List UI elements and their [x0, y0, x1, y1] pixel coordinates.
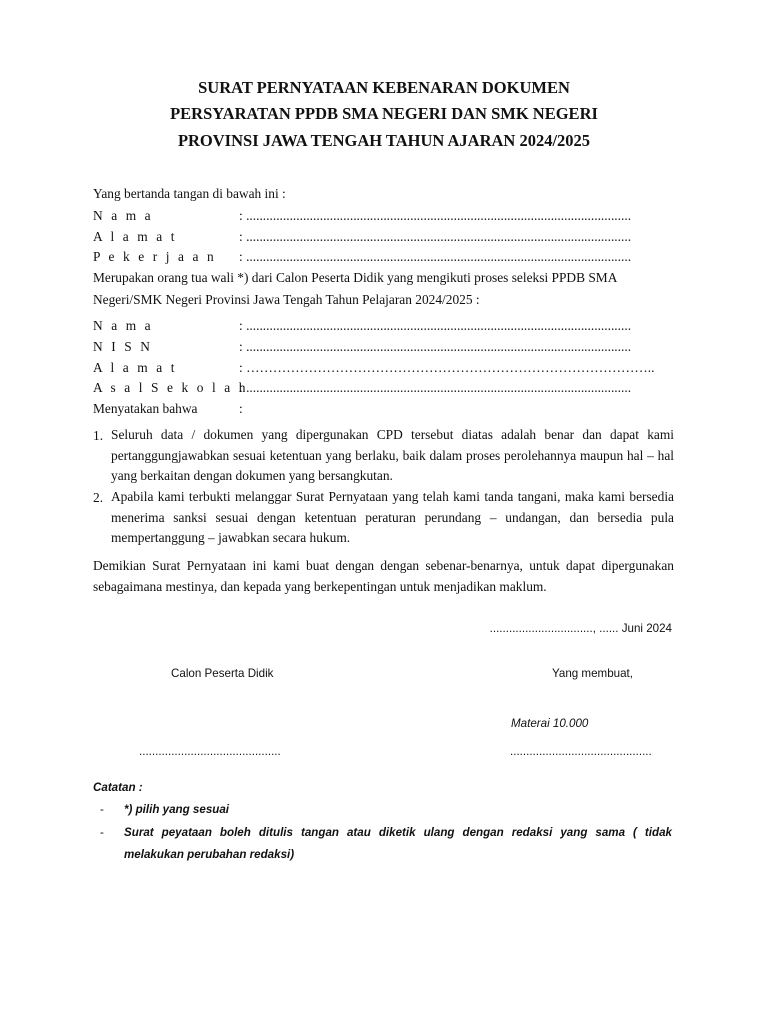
parent-name-label: N a m a: [93, 208, 154, 223]
note-2-text: Surat peyataan boleh ditulis tangan atau diketik ulang dengan redaksi yang sama ( tidak: [124, 826, 672, 839]
parent-name-value: : ...................................................................................................................: [239, 208, 632, 223]
intro-text: Yang bertanda tangan di bawah ini :: [93, 186, 286, 201]
title-line-3: PROVINSI JAWA TENGAH TAHUN AJARAN 2024/2025: [177, 131, 591, 150]
student-name-label: N a m a: [93, 318, 154, 333]
statement-1-text: Seluruh data / dokumen yang dipergunakan CPD tersebut diatas adalah benar dan dapat kami pertanggungjawabkan sesuai ketentuan yang berlaku, baik dalam proses perolehannya maupun hal – hal yang berkaitan dengan dokumen yang bersangkutan.: [111, 427, 674, 483]
student-address-value: : ………………………………………………………………………………..: [239, 360, 655, 375]
note-2-bullet: -: [100, 826, 104, 839]
note-1-text: *) pilih yang sesuai: [124, 803, 230, 816]
parent-job-label: P e k e r j a a n: [93, 249, 217, 264]
parent-address-label: A l a m a t: [93, 229, 178, 244]
parent-address-value: : ...................................................................................................................: [239, 229, 632, 244]
statement-2-text: Apabila kami terbukti melanggar Surat Pernyataan yang telah kami tanda tangani, maka kami bersedia menerima sanksi sesuai dengan ketentuan peraturan perundang – undangan, dan bersedia pula mempertanggung – jawabkan secara hukum.: [111, 489, 674, 545]
declare-label: Menyatakan bahwa: [93, 401, 198, 416]
right-signer-label: Yang membuat,: [552, 667, 633, 680]
left-signature-line: ............................................: [139, 745, 281, 758]
title-line-1: SURAT PERNYATAAN KEBENARAN DOKUMEN: [198, 78, 570, 97]
date-line: ................................, ...... Juni 2024: [489, 622, 672, 635]
student-name-value: : ...................................................................................................................: [239, 318, 632, 333]
relation-text-line-1: Merupakan orang tua wali *) dari Calon Peserta Didik yang mengikuti proses seleksi PPDB SMA: [93, 270, 618, 285]
statement-1-number: 1.: [93, 428, 104, 443]
student-address-label: A l a m a t: [93, 360, 178, 375]
notes-heading: Catatan :: [93, 781, 143, 794]
right-signature-line: ............................................: [510, 745, 652, 758]
statement-2-number: 2.: [93, 490, 104, 505]
student-school-value: : ...................................................................................................................: [239, 380, 632, 395]
closing-paragraph: Demikian Surat Pernyataan ini kami buat dengan dengan sebenar-benarnya, untuk dapat dipergunakan sebagaimana mestinya, dan kepada yang berkepentingan untuk menjadikan maklum.: [93, 558, 674, 594]
student-nisn-value: : ...................................................................................................................: [239, 339, 632, 354]
title-line-2: PERSYARATAN PPDB SMA NEGERI DAN SMK NEGERI: [170, 104, 598, 123]
declare-value: :: [239, 401, 243, 416]
student-nisn-label: N I S N: [93, 339, 153, 354]
parent-job-value: : ...................................................................................................................: [239, 249, 632, 264]
left-signer-label: Calon Peserta Didik: [171, 667, 274, 680]
materai-text: Materai 10.000: [511, 717, 589, 730]
relation-text-line-2: Negeri/SMK Negeri Provinsi Jawa Tengah Tahun Pelajaran 2024/2025 :: [93, 292, 480, 307]
note-2-text-continued: melakukan perubahan redaksi): [124, 848, 295, 861]
note-1-bullet: -: [100, 803, 104, 816]
student-school-label: A s a l S e k o l a h: [93, 380, 249, 395]
